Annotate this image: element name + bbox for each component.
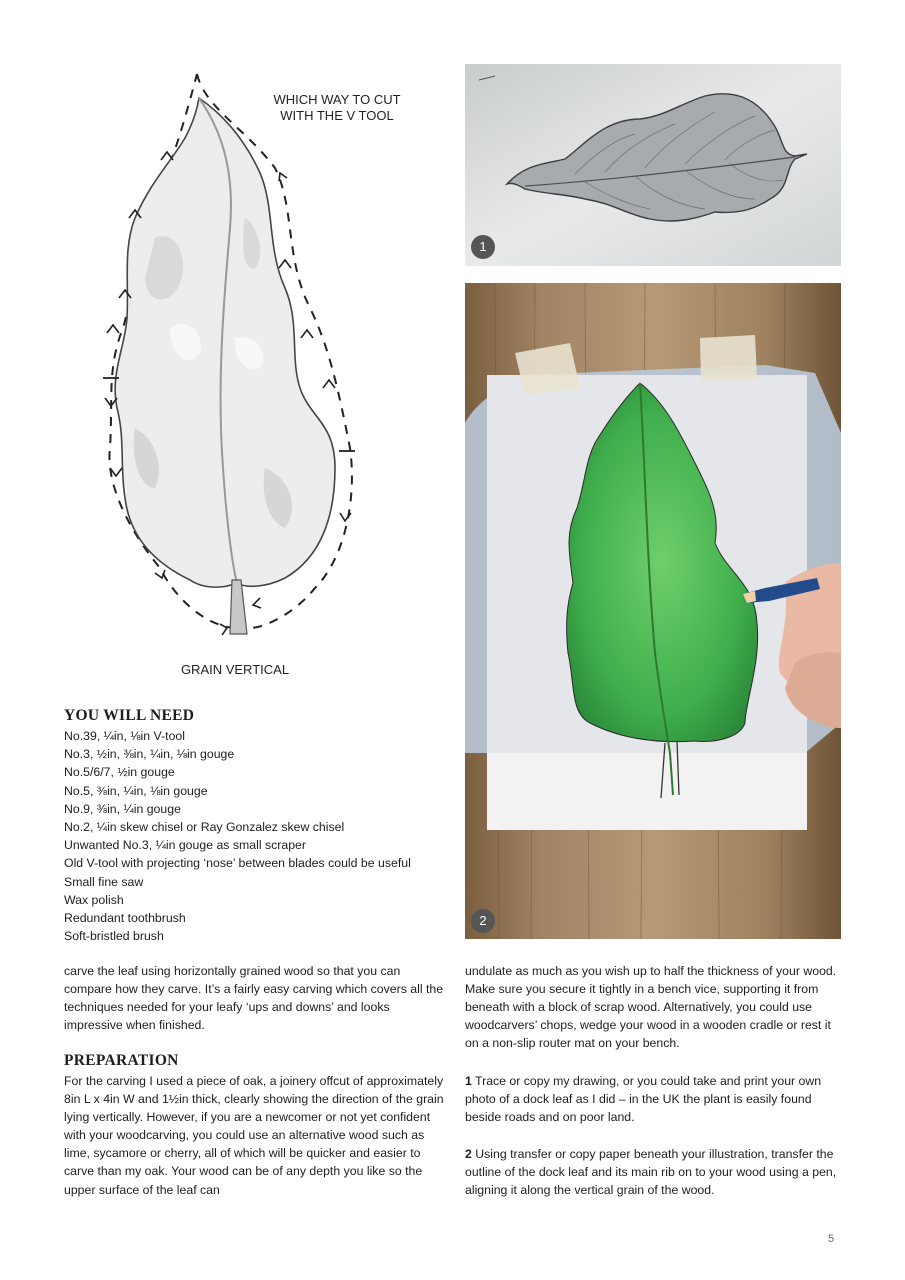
cut-caption-line: WITH THE V TOOL (280, 108, 394, 123)
tool-list-item: Unwanted No.3, ¼in gouge as small scraper (64, 838, 306, 853)
step-1-paragraph (465, 1072, 845, 1126)
preparation-paragraph: For the carving I used a piece of oak, a joinery offcut of approximately 8in L x 4in W and 1½in thick, clearly showing the direction of the grain lying vertically. However, if you are a newcomer or not yet confident with your woodcarving, you could use an alternative wood such as lime, sycamore or cherry, all of which will be quicker and easier to carve than my oak. Your wood can be of any depth you like so the upper surface of the leaf can (64, 1074, 444, 1197)
cut-caption-line: WHICH WAY TO CUT (273, 92, 401, 107)
leaf-body (115, 98, 335, 587)
leaf-diagram-svg (95, 68, 375, 643)
leaf-cutting-diagram (95, 68, 375, 643)
photo-leaf-tracing (465, 283, 841, 939)
photo-number-badge: 1 (471, 235, 495, 259)
cut-direction-caption (262, 92, 412, 124)
step-text: Using transfer or copy paper beneath your illustration, transfer the outline of the dock leaf and its main rib on to your wood using a pen, aligning it along the vertical grain of the wood. (465, 1147, 837, 1198)
tool-list-item: No.9, ⅜in, ¼in gouge (64, 801, 181, 816)
grain-caption: GRAIN VERTICAL (180, 662, 290, 677)
continued-paragraph: undulate as much as you wish up to half the thickness of your wood. Make sure you secure it tightly in a bench vice, supporting it from beneath with a block of scrap wood. Alternatively, you could use woodcarvers’ chops, wedge your wood in a wooden cradle or rest it on a non-slip router mat on your bench. (465, 964, 837, 1051)
tool-list (64, 727, 411, 945)
leaf-tracing-image (465, 283, 841, 939)
preparation-heading: PREPARATION (64, 1052, 179, 1069)
tool-list-item: No.5/6/7, ½in gouge (64, 765, 175, 780)
step-number: 2 (465, 1147, 472, 1161)
tool-list-item: Soft-bristled brush (64, 929, 164, 944)
tool-list-item: No.2, ¼in skew chisel or Ray Gonzalez skew chisel (64, 820, 345, 835)
tool-list-item: No.5, ⅜in, ¼in, ⅛in gouge (64, 783, 208, 798)
intro-paragraph: carve the leaf using horizontally grained wood so that you can compare how they carve. It’s a fairly easy carving which covers all the techniques needed for your leafy ‘ups and downs’ and looks impressive when finished. (64, 964, 444, 1033)
tool-list-item: Wax polish (64, 892, 124, 907)
step-2-paragraph (465, 1145, 845, 1199)
page-number: 5 (828, 1233, 835, 1245)
step-number: 1 (465, 1074, 472, 1088)
tool-list-item: Old V-tool with projecting ‘nose’ between blades could be useful (64, 856, 411, 871)
tool-list-item: Small fine saw (64, 874, 144, 889)
photo-leaf-sketch (465, 64, 841, 266)
leaf-stem (230, 580, 247, 634)
you-will-need-heading: YOU WILL NEED (64, 707, 195, 724)
leaf-sketch-image (465, 64, 841, 266)
tool-list-item: No.3, ½in, ⅜in, ¼in, ⅛in gouge (64, 747, 235, 762)
photo-number-badge: 2 (471, 909, 495, 933)
step-text: Trace or copy my drawing, or you could take and print your own photo of a dock leaf as I did – in the UK the plant is easily found beside roads and on poor land. (465, 1074, 822, 1125)
tool-list-item: No.39, ¼in, ⅛in V-tool (64, 729, 185, 743)
tool-list-item: Redundant toothbrush (64, 911, 186, 926)
